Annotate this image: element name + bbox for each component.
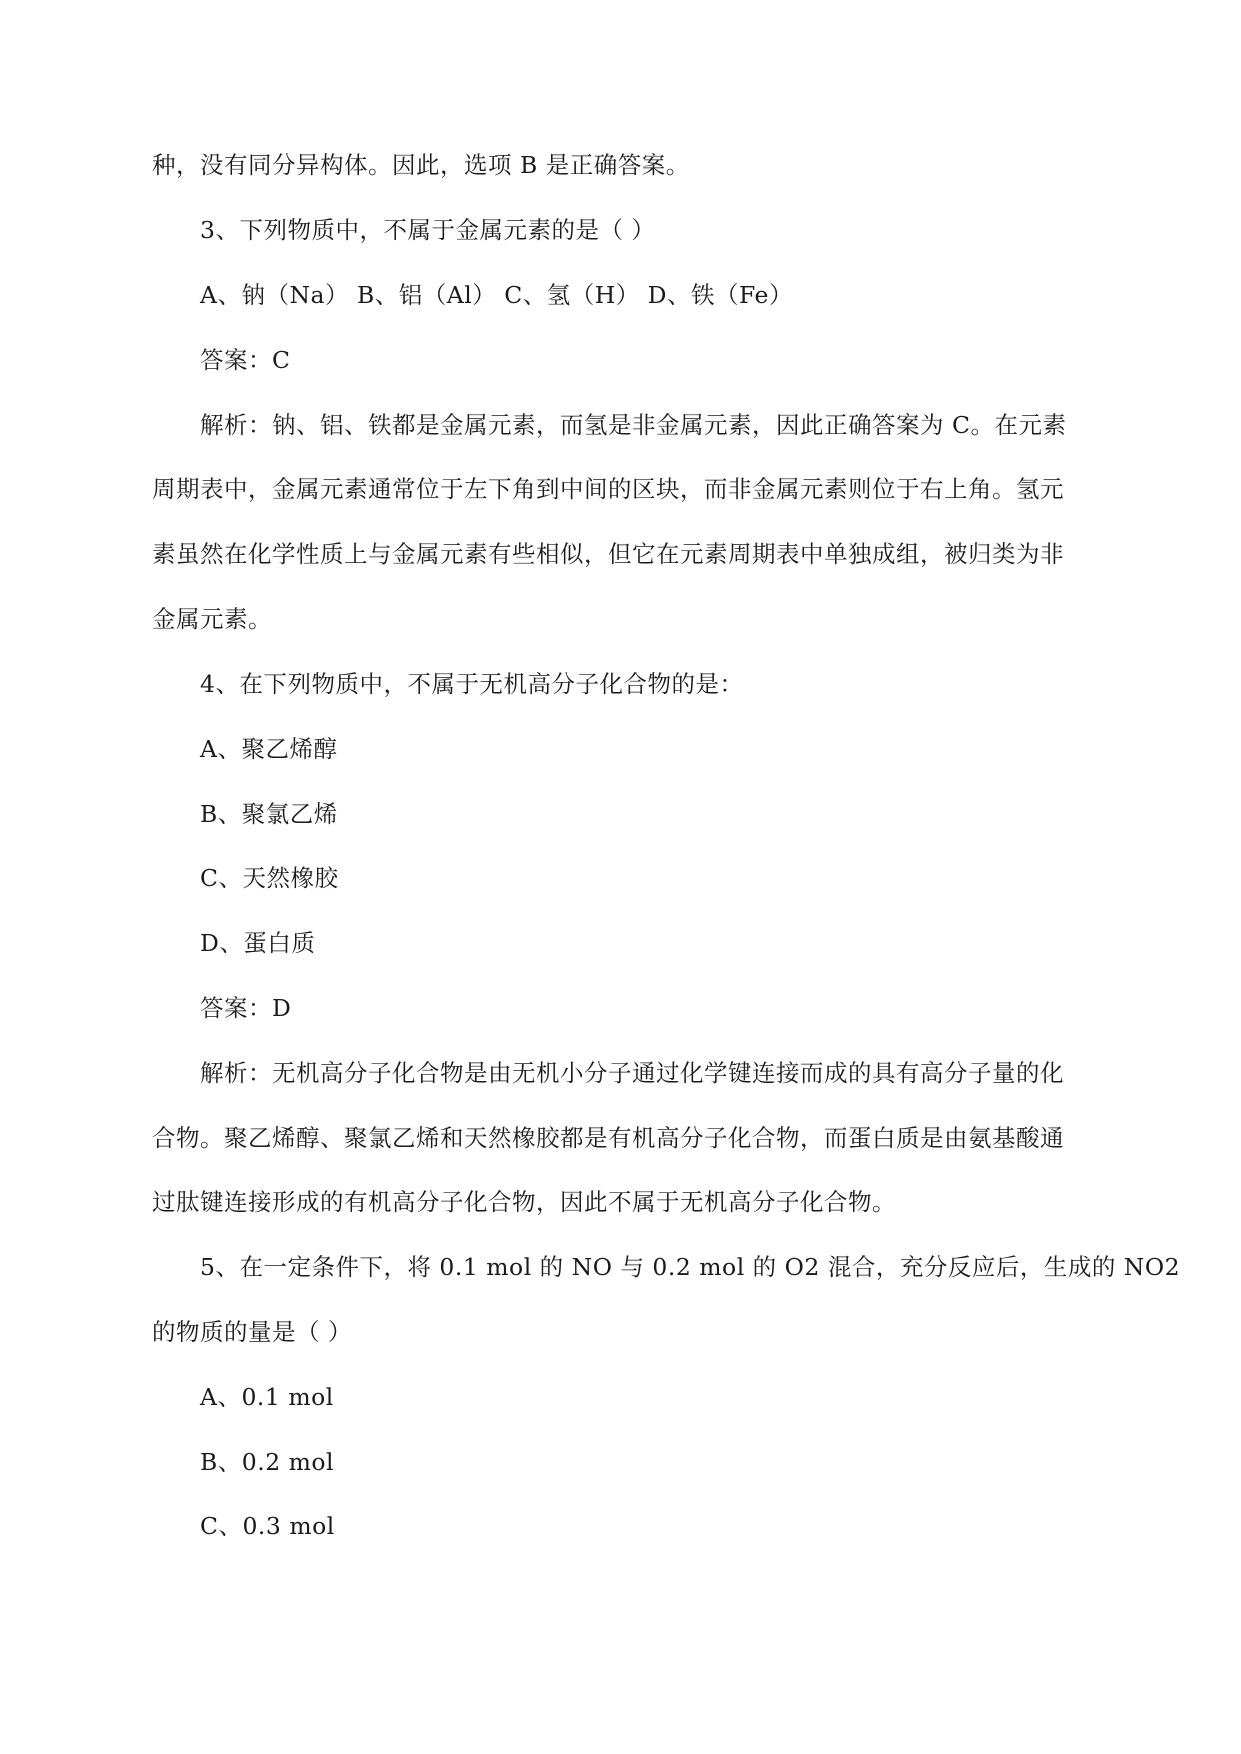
explanation-3: 解析：钠、铝、铁都是金属元素，而氢是非金属元素，因此正确答案为 C。在元素 <box>200 411 1067 439</box>
option-c: C、0.3 mol <box>200 1512 335 1540</box>
option-b: B、0.2 mol <box>200 1448 335 1476</box>
text-line: 种，没有同分异构体。因此，选项 B 是正确答案。 <box>152 151 690 179</box>
text-line: 素虽然在化学性质上与金属元素有些相似，但它在元素周期表中单独成组，被归类为非 <box>152 540 1064 568</box>
text-line: 周期表中，金属元素通常位于左下角到中间的区块，而非金属元素则位于右上角。氢元 <box>152 475 1064 503</box>
text-line: 的物质的量是（ ） <box>152 1318 352 1346</box>
question-4: 4、在下列物质中，不属于无机高分子化合物的是： <box>200 670 744 698</box>
option-a: A、0.1 mol <box>200 1383 334 1411</box>
option-a: A、聚乙烯醇 <box>200 735 338 763</box>
explanation-4: 解析：无机高分子化合物是由无机小分子通过化学键连接而成的具有高分子量的化 <box>200 1059 1064 1087</box>
question-5: 5、在一定条件下，将 0.1 mol 的 NO 与 0.2 mol 的 O2 混合，充分反应后，生成的 NO2 <box>200 1253 1181 1281</box>
option-d: D、蛋白质 <box>200 929 316 957</box>
text-line: 金属元素。 <box>152 605 272 633</box>
text-line: 过肽键连接形成的有机高分子化合物，因此不属于无机高分子化合物。 <box>152 1188 896 1216</box>
option-b: B、聚氯乙烯 <box>200 800 338 828</box>
question-3: 3、下列物质中，不属于金属元素的是（ ） <box>200 216 656 244</box>
option-c: C、天然橡胶 <box>200 864 339 892</box>
text-line: 合物。聚乙烯醇、聚氯乙烯和天然橡胶都是有机高分子化合物，而蛋白质是由氨基酸通 <box>152 1124 1064 1152</box>
question-3-options: A、钠（Na） B、铝（Al） C、氢（H） D、铁（Fe） <box>200 281 793 309</box>
answer-3: 答案：C <box>200 346 291 374</box>
answer-4: 答案：D <box>200 994 292 1022</box>
